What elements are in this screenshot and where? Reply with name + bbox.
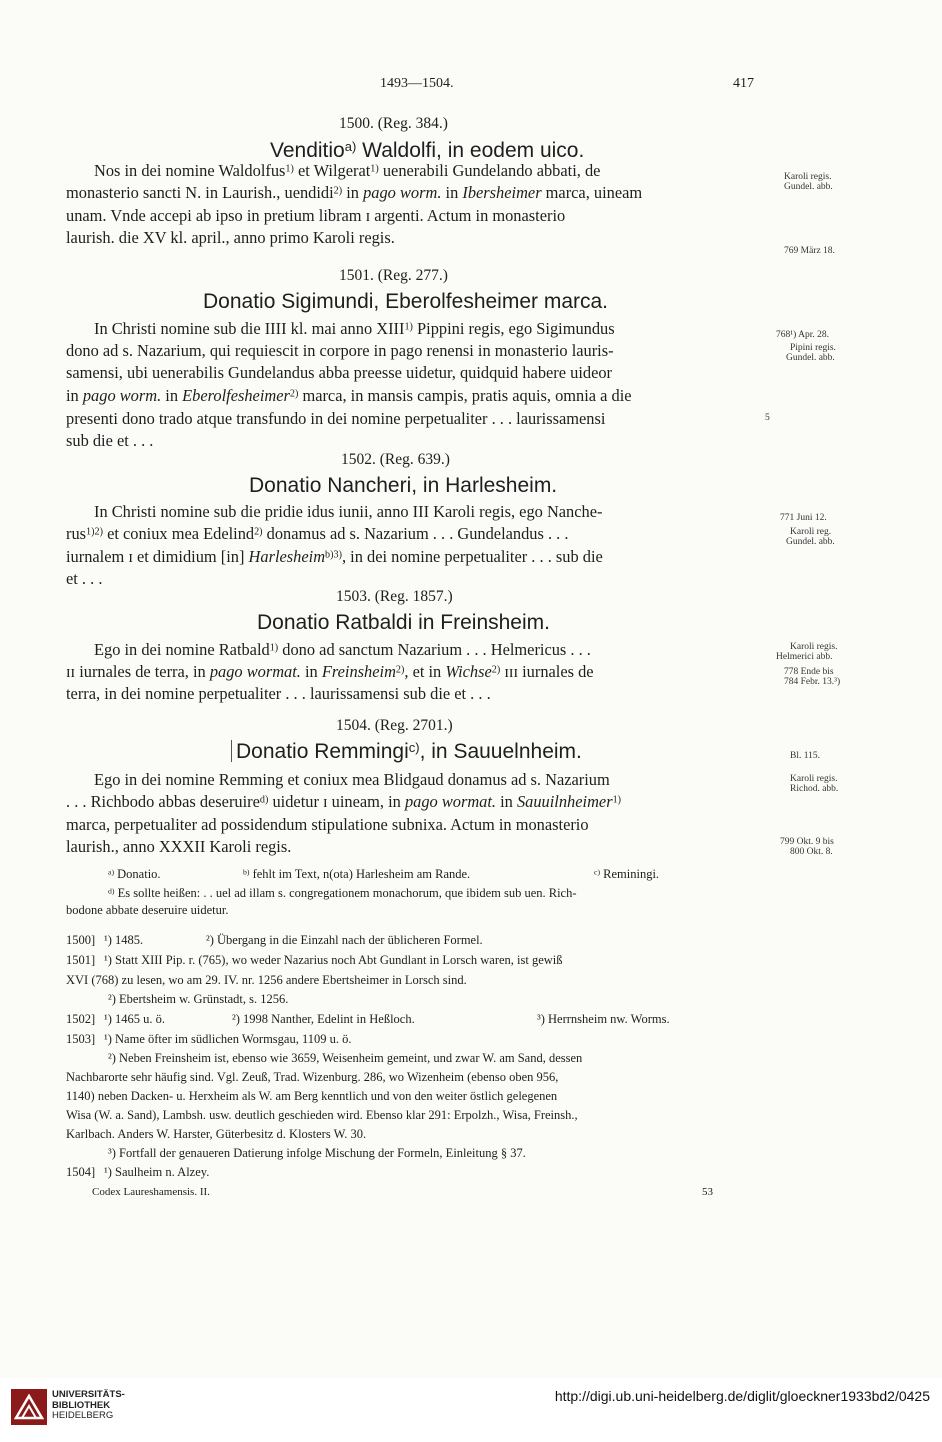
text-line: presenti dono trado atque transfundo in dei nomine perpetualiter . . . laurissamensi xyxy=(66,409,606,428)
text-line: In Christi nomine sub die pridie idus iunii, anno III Karoli regis, ego Nanche- xyxy=(94,502,603,521)
note-text: ¹) Name öfter im südlichen Wormsgau, 1109 u. ö. xyxy=(104,1032,352,1046)
place-name: pago worm. xyxy=(82,386,162,405)
text: , in dei nomine perpetualiter . . . sub die xyxy=(341,547,603,566)
note-mark: 1) xyxy=(285,163,294,175)
text-line xyxy=(94,160,600,182)
charter-1504-title xyxy=(236,740,582,764)
note-text: ²) Neben Freinsheim ist, ebenso wie 3659, Weisenheim gemeint, und zwar W. am Sand, dessen xyxy=(108,1051,583,1065)
text-line: terra, in dei nomine perpetualiter . . . laurissamensi sub die et . . . xyxy=(66,684,491,703)
margin-note: 769 März 18. xyxy=(784,246,835,256)
note-mark: 2) xyxy=(94,526,103,538)
note-text: ²) Übergang in die Einzahl nach der üblicheren Formel. xyxy=(206,933,483,947)
note-mark: d) xyxy=(259,794,269,806)
note-number: 1504] xyxy=(66,1165,96,1179)
place-name: Wichse xyxy=(445,662,492,681)
margin-note: Helmerici abb. xyxy=(776,652,833,662)
note-number: 1502] xyxy=(66,1012,96,1026)
footnote-d-cont: bodone abbate deseruire uidetur. xyxy=(66,903,229,917)
signature-title: Codex Laureshamensis. II. xyxy=(92,1186,210,1198)
footer-bar xyxy=(0,1378,942,1442)
running-header-range: 1493—1504. xyxy=(380,76,454,91)
charter-1500-heading: 1500. (Reg. 384.) xyxy=(339,115,448,132)
text: iurnalem ɪ et dimidium [in] xyxy=(66,547,249,566)
library-logo-text xyxy=(52,1390,125,1422)
title-text: Waldolfi, in eodem uico. xyxy=(356,139,585,162)
text: in xyxy=(300,662,322,681)
place-name: Harlesheim xyxy=(248,547,326,566)
library-logo-icon xyxy=(10,1388,48,1431)
margin-note: Karoli regis. xyxy=(784,172,832,182)
text: et coniux mea Edelind xyxy=(102,524,255,543)
note-number: 1503] xyxy=(66,1032,96,1046)
text: . . . Richbodo abbas deseruire xyxy=(66,792,260,811)
page-number: 417 xyxy=(733,76,754,91)
margin-note: 800 Okt. 8. xyxy=(790,847,833,857)
charter-1503-heading: 1503. (Reg. 1857.) xyxy=(336,588,453,605)
text-line: sub die et . . . xyxy=(66,431,154,450)
text: Reminingi. xyxy=(600,867,660,881)
note-text: ¹) 1465 u. ö. xyxy=(104,1012,166,1026)
place-name: pago worm. xyxy=(363,183,442,202)
text-line: laurish., anno XXXII Karoli regis. xyxy=(66,837,292,856)
place-name: Sauuilnheimer xyxy=(516,792,613,811)
margin-rule xyxy=(231,740,232,762)
note-mark: 2) xyxy=(491,664,501,676)
text-line xyxy=(66,546,603,568)
charter-1501-heading: 1501. (Reg. 277.) xyxy=(339,267,448,284)
margin-note: 778 Ende bis xyxy=(784,667,834,677)
note-mark: c) xyxy=(408,740,420,756)
text: Pippini regis, ego Sigimundus xyxy=(412,319,615,338)
note-mark: 1) xyxy=(86,526,95,538)
footnote-b xyxy=(243,866,470,883)
text: marca, uineam xyxy=(541,183,643,202)
note-mark: b) xyxy=(325,549,334,561)
text: uidetur ɪ uineam, in xyxy=(268,792,405,811)
text: uenerabili Gundelando abbati, de xyxy=(378,161,601,180)
note-mark: 2) xyxy=(289,388,299,400)
text-line xyxy=(94,318,615,340)
source-url-link[interactable]: http://digi.ub.uni-heidelberg.de/diglit/gloeckner1933bd2/0425 xyxy=(554,1388,930,1404)
margin-note: Gundel. abb. xyxy=(786,537,835,547)
note-number: 1501] xyxy=(66,953,96,967)
charter-1502-heading: 1502. (Reg. 639.) xyxy=(341,451,450,468)
margin-note: Gundel. abb. xyxy=(784,182,833,192)
text: , et in xyxy=(404,662,446,681)
note-text: XVI (768) zu lesen, wo am 29. IV. nr. 1256 andere Ebertsheimer in Lorsch sind. xyxy=(66,973,467,987)
note-mark: c) xyxy=(594,867,601,877)
margin-note: Karoli regis. xyxy=(790,642,838,652)
text-line xyxy=(66,523,568,545)
note-mark: 1) xyxy=(612,794,622,806)
note-text: Karlbach. Anders W. Harster, Güterbesitz d. Klosters W. 30. xyxy=(66,1127,367,1141)
title-text: Donatio Remmingi xyxy=(236,740,409,763)
signature-sheet: 53 xyxy=(702,1186,713,1198)
place-name: Eberolfesheimer xyxy=(182,386,290,405)
margin-line-number: 5 xyxy=(765,413,770,423)
text-line: Ego in dei nomine Remming et coniux mea Blidgaud donamus ad s. Nazarium xyxy=(94,770,610,789)
text: Donatio. xyxy=(114,867,161,881)
note-mark: a) xyxy=(108,867,115,877)
text: fehlt im Text, n(ota) Harlesheim am Rande. xyxy=(249,867,471,881)
text-line xyxy=(94,639,591,661)
margin-note: 799 Okt. 9 bis xyxy=(780,837,834,847)
note-text: ¹) Saulheim n. Alzey. xyxy=(104,1165,210,1179)
note-number: 1500] xyxy=(66,933,96,947)
logo-line: UNIVERSITÄTS- xyxy=(52,1389,125,1400)
text: in xyxy=(161,386,183,405)
note-mark: d) xyxy=(108,886,115,896)
text-line: laurish. die XV kl. april., anno primo Karoli regis. xyxy=(66,228,395,247)
note-mark: a) xyxy=(344,139,357,155)
note-text: ²) 1998 Nanther, Edelint in Heßloch. xyxy=(232,1012,415,1026)
charter-1503-title: Donatio Ratbaldi in Freinsheim. xyxy=(257,611,550,634)
margin-note: Karoli reg. xyxy=(790,527,832,537)
margin-note: 768¹) Apr. 28. xyxy=(776,330,829,340)
margin-note: Karoli regis. xyxy=(790,774,838,784)
text: in xyxy=(496,792,517,811)
place-name: Ibersheimer xyxy=(462,183,542,202)
note-text: ³) Herrnsheim nw. Worms. xyxy=(537,1012,670,1026)
note-mark: 2) xyxy=(395,664,405,676)
text: rus xyxy=(66,524,87,543)
text: Es sollte heißen: . . uel ad illam s. congregationem monachorum, que ibidem sub uen. Rich- xyxy=(114,886,577,900)
margin-note: Gundel. abb. xyxy=(786,353,835,363)
note-text: 1140) neben Dacken- u. Herxheim als W. am Berg kenntlich und von den weiter östlich gelegenen xyxy=(66,1089,558,1103)
charter-1501-title: Donatio Sigimundi, Eberolfesheimer marca. xyxy=(203,290,609,313)
note-mark: 2) xyxy=(254,526,263,538)
text: In Christi nomine sub die IIII kl. mai anno XIII xyxy=(94,319,405,338)
text-line xyxy=(66,182,642,204)
note-mark: 1) xyxy=(370,163,379,175)
text-line: dono ad s. Nazarium, qui requiescit in corpore in pago renensi in monasterio lauris- xyxy=(66,341,614,360)
text: Nos in dei nomine Waldolfus xyxy=(94,161,286,180)
note-text: ¹) Statt XIII Pip. r. (765), wo weder Nazarius noch Abt Gundlant in Lorsch waren, ist gewiß xyxy=(104,953,563,967)
margin-note: 784 Febr. 13.³) xyxy=(784,677,841,687)
text-line: samensi, ubi uenerabilis Gundelandus abba preesse uidetur, quidquid habere uideor xyxy=(66,363,612,382)
text-line: unam. Vnde accepi ab ipso in pretium libram ɪ argenti. Actum in monasterio xyxy=(66,206,566,225)
margin-sheet-number: Bl. 115. xyxy=(790,751,820,761)
text: Ego in dei nomine Ratbald xyxy=(94,640,270,659)
note-mark: b) xyxy=(243,867,250,877)
footnote-a xyxy=(108,866,161,883)
margin-note: 771 Juni 12. xyxy=(780,513,827,523)
text: in xyxy=(342,183,364,202)
footnote-d xyxy=(108,885,577,902)
note-text: ²) Ebertsheim w. Grünstadt, s. 1256. xyxy=(108,992,289,1006)
note-text: Nachbarorte sehr häufig sind. Vgl. Zeuß, Trad. Wizenburg. 286, wo Wizenheim (ebenso oben 956, xyxy=(66,1070,559,1084)
text-line xyxy=(66,661,594,683)
note-text: ³) Fortfall der genaueren Datierung infolge Mischung der Formeln, Einleitung § 37. xyxy=(108,1146,526,1160)
text: ɪɪɪ iurnales de xyxy=(500,662,594,681)
text: in xyxy=(66,386,83,405)
note-text: ¹) 1485. xyxy=(104,933,144,947)
place-name: pago wormat. xyxy=(404,792,497,811)
logo-line: BIBLIOTHEK xyxy=(52,1399,111,1411)
text: in xyxy=(441,183,463,202)
note-mark: 1) xyxy=(404,321,413,333)
text: et Wilgerat xyxy=(293,161,371,180)
note-text: Wisa (W. a. Sand), Lambsh. usw. deutlich geschieden wird. Ebenso klar 291: Erpolzh., Wisa, Freinsh., xyxy=(66,1108,578,1122)
text: marca, in mansis campis, pratis aquis, omnia a die xyxy=(298,386,632,405)
charter-1502-title: Donatio Nancheri, in Harlesheim. xyxy=(249,474,558,497)
text: donamus ad s. Nazarium . . . Gundelandus . . . xyxy=(262,524,569,543)
place-name: pago wormat. xyxy=(209,662,301,681)
text: monasterio sancti N. in Laurish., uendidi xyxy=(66,183,334,202)
title-text: Venditio xyxy=(270,139,345,162)
place-name: Freinsheim xyxy=(321,662,396,681)
text-line xyxy=(66,791,621,813)
margin-note: Pipini regis. xyxy=(790,343,836,353)
text-line: et . . . xyxy=(66,569,103,588)
footnote-c xyxy=(594,866,659,883)
note-mark: 2) xyxy=(333,185,343,197)
text-line xyxy=(66,385,632,407)
text-line: marca, perpetualiter ad possidendum stipulatione subnixa. Actum in monasterio xyxy=(66,815,589,834)
margin-note: Richod. abb. xyxy=(790,784,839,794)
charter-1504-heading: 1504. (Reg. 2701.) xyxy=(336,717,453,734)
text: dono ad sanctum Nazarium . . . Helmericus . . . xyxy=(278,640,591,659)
logo-line: HEIDELBERG xyxy=(52,1410,114,1421)
title-text: , in Sauuelnheim. xyxy=(419,740,582,763)
note-mark: 3) xyxy=(333,549,342,561)
note-mark: 1) xyxy=(269,642,279,654)
text: ɪɪ iurnales de terra, in xyxy=(66,662,210,681)
